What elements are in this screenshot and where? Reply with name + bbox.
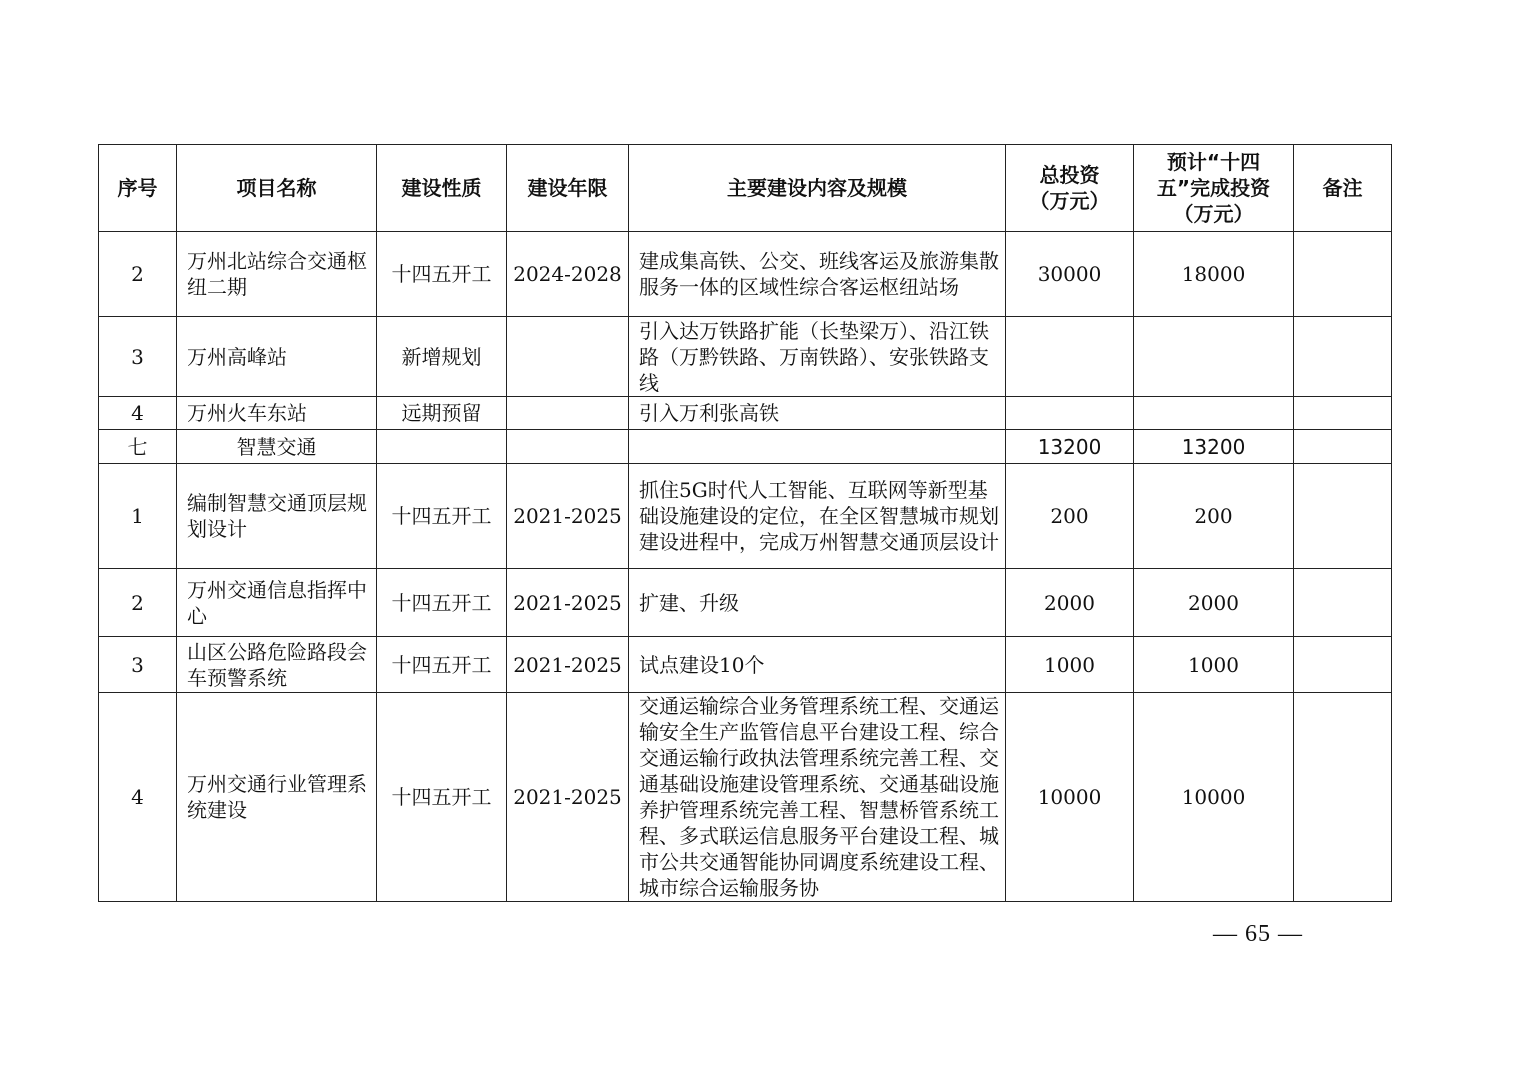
cell-name: 编制智慧交通顶层规划设计 [177,464,377,569]
header-note: 备注 [1294,145,1392,232]
header-total: 总投资（万元） [1006,145,1134,232]
cell-name: 智慧交通 [177,430,377,464]
cell-expected: 2000 [1134,569,1294,637]
cell-expected: 13200 [1134,430,1294,464]
cell-note [1294,397,1392,430]
project-table [98,144,1392,902]
cell-nature: 十四五开工 [377,464,507,569]
cell-name: 万州交通信息指挥中心 [177,569,377,637]
cell-note [1294,317,1392,397]
cell-seq: 1 [99,464,177,569]
cell-content: 扩建、升级 [629,569,1006,637]
cell-seq: 2 [99,569,177,637]
cell-seq: 3 [99,637,177,693]
cell-years: 2021-2025 [507,569,629,637]
cell-note [1294,232,1392,317]
header-row [99,145,1392,232]
cell-nature: 十四五开工 [377,232,507,317]
cell-years: 2021-2025 [507,637,629,693]
cell-content: 引入万利张高铁 [629,397,1006,430]
cell-seq: 3 [99,317,177,397]
cell-nature: 十四五开工 [377,569,507,637]
table-row [99,317,1392,397]
cell-years [507,317,629,397]
cell-total: 2000 [1006,569,1134,637]
cell-seq: 4 [99,397,177,430]
cell-note [1294,693,1392,902]
cell-years: 2024-2028 [507,232,629,317]
table-row [99,232,1392,317]
cell-seq: 2 [99,232,177,317]
cell-expected [1134,317,1294,397]
cell-expected: 10000 [1134,693,1294,902]
cell-note [1294,637,1392,693]
cell-name: 山区公路危险路段会车预警系统 [177,637,377,693]
cell-content: 试点建设10个 [629,637,1006,693]
cell-nature: 十四五开工 [377,637,507,693]
cell-total: 200 [1006,464,1134,569]
cell-nature: 新增规划 [377,317,507,397]
cell-content [629,430,1006,464]
header-seq: 序号 [99,145,177,232]
cell-note [1294,569,1392,637]
cell-expected: 1000 [1134,637,1294,693]
header-expected: 预计“十四五”完成投资（万元） [1134,145,1294,232]
cell-years [507,430,629,464]
cell-seq: 4 [99,693,177,902]
cell-expected: 200 [1134,464,1294,569]
header-nature: 建设性质 [377,145,507,232]
table-row [99,464,1392,569]
table-row [99,693,1392,902]
cell-seq: 七 [99,430,177,464]
cell-years: 2021-2025 [507,464,629,569]
cell-nature: 远期预留 [377,397,507,430]
section-row [99,430,1392,464]
header-content: 主要建设内容及规模 [629,145,1006,232]
table-row [99,637,1392,693]
cell-content: 抓住5G时代人工智能、互联网等新型基础设施建设的定位，在全区智慧城市规划建设进程中，完成万州智慧交通顶层设计 [629,464,1006,569]
header-years: 建设年限 [507,145,629,232]
header-name: 项目名称 [177,145,377,232]
cell-name: 万州火车东站 [177,397,377,430]
cell-note [1294,430,1392,464]
cell-total: 13200 [1006,430,1134,464]
cell-years [507,397,629,430]
cell-name: 万州北站综合交通枢纽二期 [177,232,377,317]
cell-nature: 十四五开工 [377,693,507,902]
cell-content: 建成集高铁、公交、班线客运及旅游集散服务一体的区域性综合客运枢纽站场 [629,232,1006,317]
cell-total [1006,317,1134,397]
cell-name: 万州高峰站 [177,317,377,397]
cell-note [1294,464,1392,569]
cell-name: 万州交通行业管理系统建设 [177,693,377,902]
cell-years: 2021-2025 [507,693,629,902]
cell-total: 1000 [1006,637,1134,693]
cell-total: 30000 [1006,232,1134,317]
cell-content: 交通运输综合业务管理系统工程、交通运输安全生产监管信息平台建设工程、综合交通运输行政执法管理系统完善工程、交通基础设施建设管理系统、交通基础设施养护管理系统完善工程、智慧桥管系统工程、多式联运信息服务平台建设工程、城市公共交通智能协同调度系统建设工程、城市综合运输服务协 [629,693,1006,902]
cell-expected [1134,397,1294,430]
page-number: — 65 — [1213,921,1303,947]
table-row [99,397,1392,430]
table-row [99,569,1392,637]
cell-expected: 18000 [1134,232,1294,317]
cell-total: 10000 [1006,693,1134,902]
cell-total [1006,397,1134,430]
cell-nature [377,430,507,464]
cell-content: 引入达万铁路扩能（长垫梁万）、沿江铁路（万黔铁路、万南铁路）、安张铁路支线 [629,317,1006,397]
